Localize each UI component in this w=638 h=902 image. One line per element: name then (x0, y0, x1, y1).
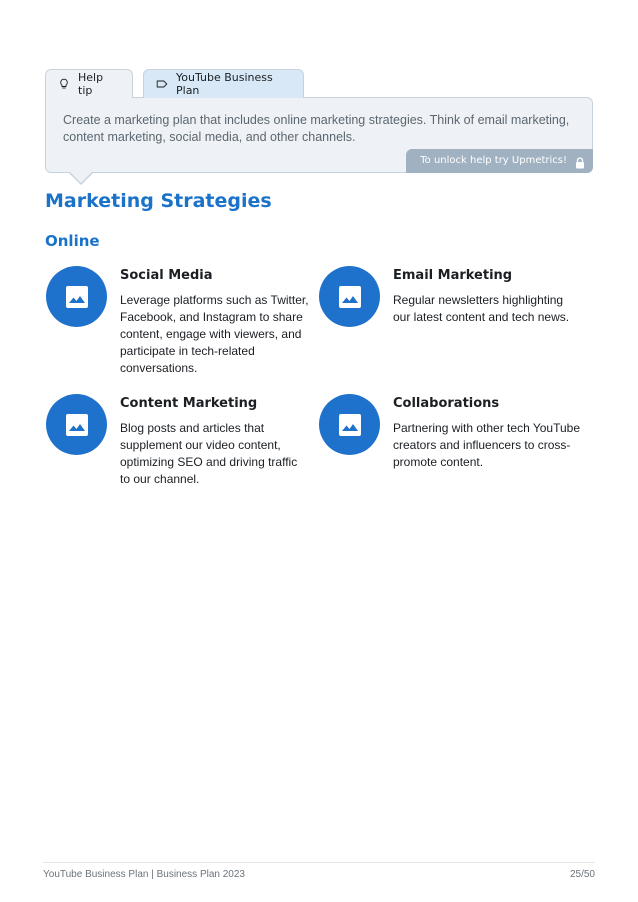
unlock-help-label: To unlock help try Upmetrics! (420, 155, 567, 166)
tab-youtube-business-plan[interactable] (143, 69, 304, 98)
help-tip-pointer (68, 172, 94, 185)
strategy-description: Regular newsletters highlighting our latest content and tech news. (393, 293, 570, 324)
lightbulb-icon (58, 78, 70, 90)
footer-divider (43, 862, 595, 863)
strategy-title: Email Marketing (393, 268, 513, 283)
strategy-title: Collaborations (393, 396, 500, 411)
strategy-description: Partnering with other tech YouTube creators and influencers to cross-promote content. (393, 421, 581, 469)
section-title: Marketing Strategies (45, 190, 272, 212)
strategy-description: Leverage platforms such as Twitter, Facebook, and Instagram to share content, engage with viewers, and participate in tech-related conversations. (120, 293, 309, 375)
image-icon (319, 394, 380, 455)
strategy-title: Social Media (120, 268, 213, 283)
strategy-title: Content Marketing (120, 396, 258, 411)
tab-youtube-business-plan-label: YouTube Business Plan (176, 71, 273, 97)
footer-document-title: YouTube Business Plan | Business Plan 2023 (43, 869, 245, 880)
strategy-description: Blog posts and articles that supplement our video content, optimizing SEO and driving traffic to our channel. (120, 421, 298, 486)
unlock-help-button[interactable] (406, 149, 593, 173)
section-subtitle: Online (45, 232, 100, 250)
tab-help-tip-label: Help tip (78, 71, 104, 97)
help-tip-text: Create a marketing plan that includes online marketing strategies. Think of email marketing, content marketing, social media, and other channels. (63, 113, 570, 144)
tag-icon (156, 78, 168, 90)
help-tabs (45, 69, 304, 98)
lock-icon (575, 155, 585, 167)
image-icon (319, 266, 380, 327)
image-icon (46, 394, 107, 455)
tab-help-tip[interactable] (45, 69, 133, 98)
image-icon (46, 266, 107, 327)
footer-page-number: 25/50 (569, 869, 595, 880)
help-tip-box (45, 97, 593, 173)
